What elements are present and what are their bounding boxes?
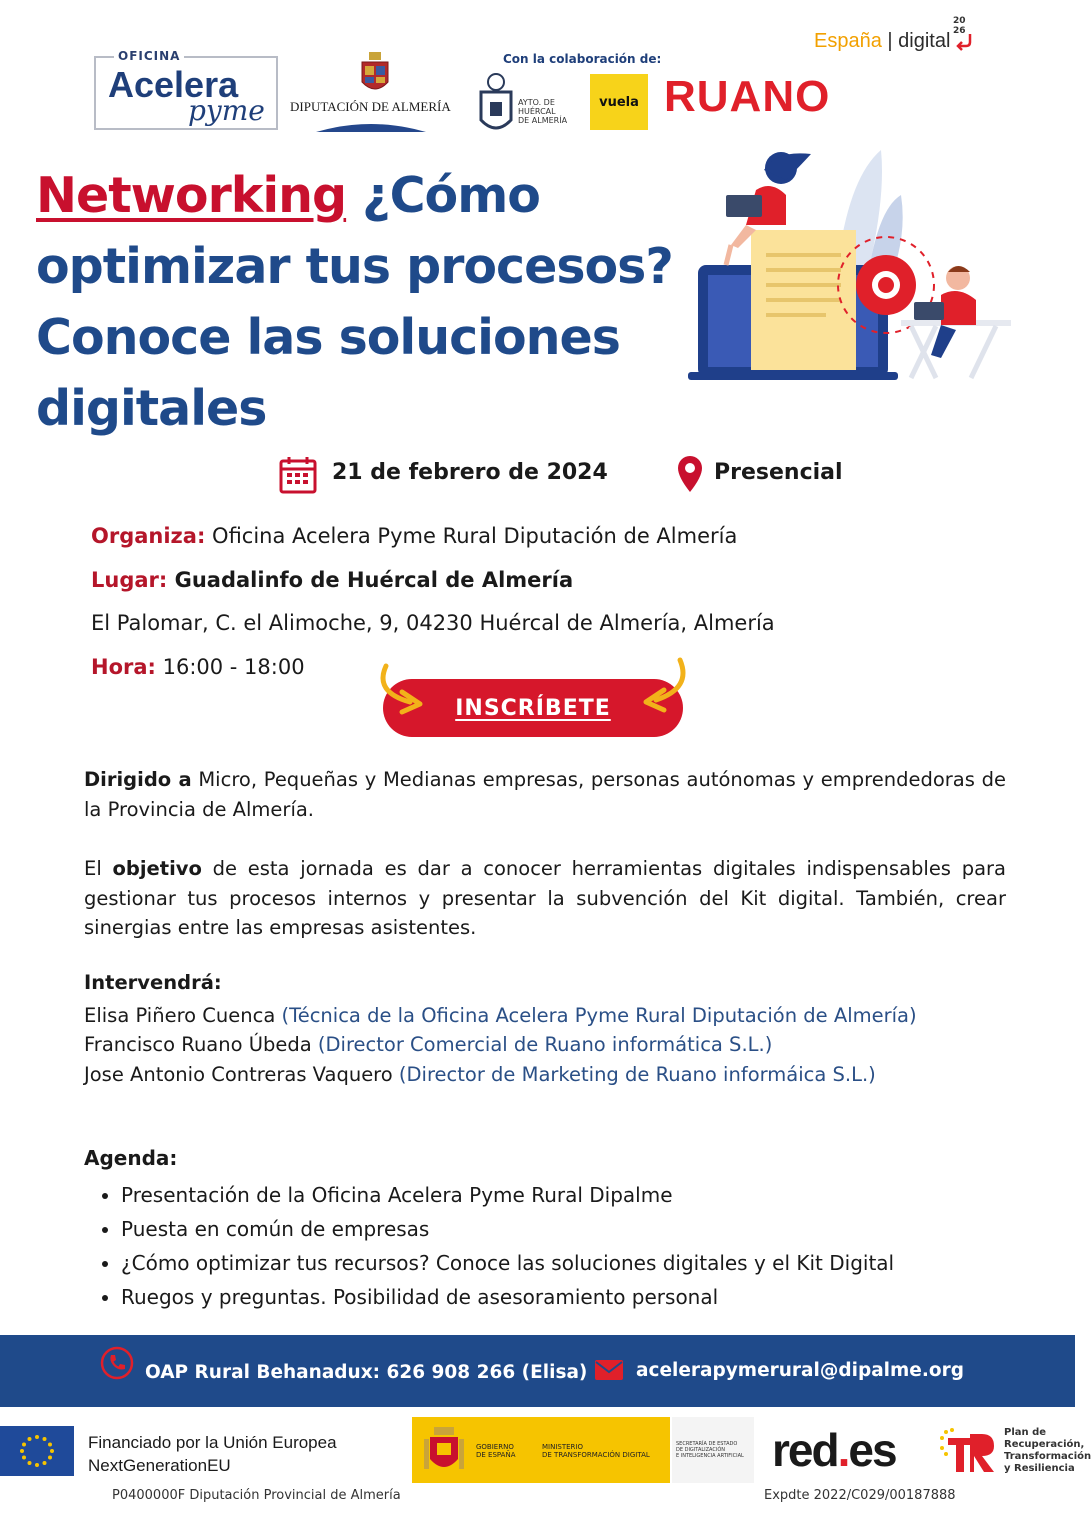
agenda-list (84, 1178, 1004, 1314)
title-line-3: Conoce las soluciones (36, 309, 620, 366)
title-line-4: digitales (36, 380, 267, 437)
hora-label: Hora: (91, 655, 156, 679)
dirigido-text: Micro, Pequeñas y Medianas empresas, personas autónomas y emprendedoras de la Provincia de Almería. (84, 768, 1006, 821)
prtr-logo-icon (936, 1424, 1000, 1476)
title-line-2: optimizar tus procesos? (36, 238, 673, 295)
acelera-pyme-logo (94, 49, 278, 130)
objective-bold: objetivo (112, 857, 202, 880)
contact-email[interactable]: acelerapymerural@dipalme.org (636, 1360, 964, 1381)
footer-right-code: Expdte 2022/C029/00187888 (764, 1488, 956, 1503)
lugar-label: Lugar: (91, 568, 168, 592)
contact-phone[interactable]: OAP Rural Behanadux: 626 908 266 (Elisa) (145, 1362, 588, 1383)
plan-line: Transformación (1004, 1451, 1091, 1462)
spain-coat-of-arms-icon (422, 1425, 466, 1475)
agenda-item: • Presentación de la Oficina Acelera Pyme Rural Dipalme (121, 1178, 1004, 1212)
eu-flag-icon (0, 1426, 74, 1476)
speaker-name: Jose Antonio Contreras Vaquero (84, 1062, 399, 1086)
title-rest: ¿Cómo (346, 167, 540, 224)
agenda-item: • ¿Cómo optimizar tus recursos? Conoce las soluciones digitales y el Kit Digital (121, 1246, 1004, 1280)
return-arrow-icon (956, 32, 974, 50)
agenda-label: Agenda: (84, 1146, 178, 1170)
ayto-line: HUÉRCAL (518, 107, 556, 116)
gobierno-espana-logo (412, 1417, 670, 1483)
footer-left-code: P0400000F Diputación Provincial de Almería (112, 1488, 401, 1503)
diputacion-arc (316, 120, 426, 132)
redes-word: red (772, 1424, 838, 1476)
speaker-name: Francisco Ruano Úbeda (84, 1033, 318, 1056)
objective-paragraph (84, 854, 1006, 943)
left-curved-arrow-icon (372, 662, 434, 718)
pyme-word: pyme (188, 94, 265, 127)
digital-word: digital (898, 30, 951, 52)
event-mode: Presencial (714, 460, 843, 485)
gov-line: GOBIERNO (476, 1443, 514, 1451)
hora-line (91, 655, 305, 679)
agenda-item: • Puesta en común de empresas (121, 1212, 1004, 1246)
gov-line: DE TRANSFORMACIÓN DIGITAL (542, 1451, 650, 1459)
collaboration-label: Con la colaboración de: (503, 52, 662, 66)
espana-digital-logo: España | digital (814, 30, 951, 52)
gobierno-label (476, 1443, 516, 1459)
plan-line: y Resiliencia (1004, 1463, 1075, 1474)
office-workers-illustration (686, 140, 1016, 385)
hora-value: 16:00 - 18:00 (155, 655, 305, 679)
page-title (36, 160, 696, 444)
ayto-huercal-shield-icon (478, 72, 514, 136)
espana-word: España (814, 30, 882, 52)
objective-pre: El (84, 857, 113, 880)
dirigido-bold: Dirigido a (84, 768, 192, 791)
diputacion-label: DIPUTACIÓN DE ALMERÍA (290, 99, 451, 114)
right-curved-arrow-icon (632, 656, 694, 716)
red-es-logo (772, 1423, 896, 1477)
redes-es: es (848, 1424, 896, 1476)
plan-line: Recuperación, (1004, 1439, 1085, 1450)
speakers-section (84, 968, 1006, 1089)
ayto-line: AYTO. DE (518, 98, 555, 107)
objective-text: de esta jornada es dar a conocer herramientas digitales indispensables para gestionar tus procesos internos y presentar la subvención del Kit digital. También, crear sinergias entre las empresas asistentes. (84, 857, 1007, 939)
year-part: 26 (953, 26, 966, 36)
gov-line: DE ESPAÑA (476, 1451, 516, 1459)
speaker-role: (Director Comercial de Ruano informática S.L.) (317, 1033, 773, 1056)
speaker-item (84, 1060, 1006, 1090)
year-part: 20 (953, 16, 966, 26)
diputacion-shield-icon (360, 52, 390, 96)
secretaria-label (672, 1417, 754, 1483)
address-line: El Palomar, C. el Alimoche, 9, 04230 Huércal de Almería, Almería (91, 611, 775, 635)
lugar-line (91, 568, 573, 592)
lugar-value: Guadalinfo de Huércal de Almería (167, 568, 574, 592)
speaker-item (84, 1001, 1006, 1031)
speaker-item (84, 1030, 1006, 1060)
eu-funding-label (88, 1431, 337, 1477)
organiza-label: Organiza: (91, 524, 206, 548)
plan-recuperacion-label (1004, 1427, 1091, 1475)
plan-line: Plan de (1004, 1427, 1047, 1438)
eu-line: Financiado por la Unión Europea (88, 1433, 337, 1452)
vuela-word: vuela (599, 94, 639, 110)
event-date: 21 de febrero de 2024 (332, 460, 608, 485)
target-audience-paragraph (84, 765, 1006, 824)
sec-line: DE DIGITALIZACIÓN (676, 1447, 726, 1453)
calendar-icon (278, 455, 318, 495)
ayto-line: DE ALMERÍA (518, 116, 568, 125)
speaker-role: (Técnica de la Oficina Acelera Pyme Rural Diputación de Almería) (281, 1003, 917, 1027)
eu-line: NextGenerationEU (88, 1456, 231, 1475)
agenda-item: • Ruegos y preguntas. Posibilidad de asesoramiento personal (121, 1280, 1004, 1314)
acelera-word: Acelera (108, 64, 239, 105)
office-label: OFICINA (114, 49, 184, 63)
sec-line: E INTELIGENCIA ARTIFICIAL (676, 1453, 744, 1459)
location-pin-icon (676, 455, 704, 493)
speaker-role: (Director de Marketing de Ruano informáica S.L.) (398, 1062, 876, 1086)
email-icon (594, 1358, 624, 1382)
ruano-logo: RUANO (664, 72, 831, 121)
ministerio-label (542, 1443, 650, 1459)
speakers-label: Intervendrá: (84, 971, 222, 994)
phone-icon (100, 1346, 134, 1380)
vuela-logo (590, 74, 648, 130)
speaker-name: Elisa Piñero Cuenca (84, 1003, 282, 1027)
redes-dot: . (837, 1424, 849, 1476)
agenda-section (84, 1146, 1004, 1314)
ayto-huercal-label (518, 98, 567, 125)
sec-line: SECRETARÍA DE ESTADO (676, 1441, 738, 1447)
organiza-line (91, 524, 737, 548)
organiza-value: Oficina Acelera Pyme Rural Diputación de Almería (205, 524, 738, 548)
inscribete-button[interactable]: INSCRÍBETE (383, 679, 683, 737)
title-line-1 (36, 160, 696, 231)
gov-line: MINISTERIO (542, 1443, 583, 1451)
title-highlight: Networking (36, 167, 347, 224)
